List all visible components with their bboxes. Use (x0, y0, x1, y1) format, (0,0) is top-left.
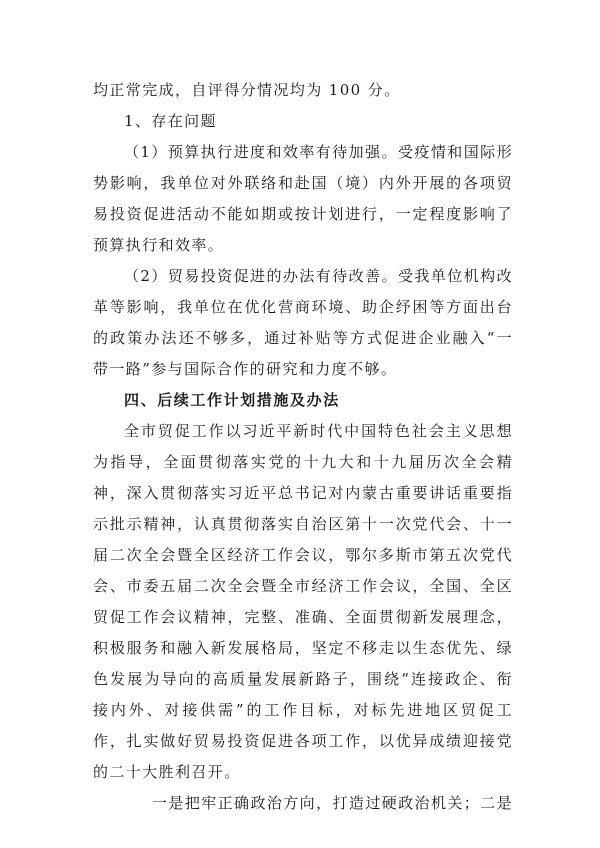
paragraph-line: 预算执行和效率。 (93, 236, 225, 254)
paragraph-line: 接内外、对接供需”的工作目标，对标先进地区贸促工 (93, 701, 513, 719)
paragraph-line: 积极服务和融入新发展格局，坚定不移走以生态优先、绿 (93, 639, 513, 657)
paragraph-line: 易投资促进活动不能如期或按计划进行，一定程度影响了 (93, 205, 513, 223)
paragraph-line: 全市贸促工作以习近平新时代中国特色社会主义思想 (124, 422, 513, 440)
paragraph-line: （1）预算执行进度和效率有待加强。受疫情和国际形 (124, 143, 513, 161)
paragraph-line: 革等影响，我单位在优化营商环境、助企纾困等方面出台 (93, 298, 513, 316)
paragraph-line: 势影响，我单位对外联络和赴国（境）内外开展的各项贸 (93, 174, 513, 192)
paragraph-line: 的二十大胜利召开。 (93, 763, 241, 781)
paragraph-line: 届二次全会暨全区经济工作会议，鄂尔多斯市第五次党代 (93, 546, 513, 564)
paragraph-line: 贸促工作会议精神，完整、准确、全面贯彻新发展理念， (93, 608, 513, 626)
section-heading-plans: 四、后续工作计划措施及办法 (124, 391, 340, 409)
paragraph-line: 带一路”参与国际合作的研究和力度不够。 (93, 360, 398, 378)
paragraph-line: 作，扎实做好贸易投资促进各项工作，以优异成绩迎接党 (93, 732, 513, 750)
paragraph-line: 均正常完成，自评得分情况均为 100 分。 (93, 81, 401, 99)
paragraph-line: 会、市委五届二次全会暨全市经济工作会议，全国、全区 (93, 577, 513, 595)
paragraph-line: 神，深入贯彻落实习近平总书记对内蒙古重要讲话重要指 (93, 484, 513, 502)
paragraph-line: 的政策办法还不够多，通过补贴等方式促进企业融入“一 (93, 329, 513, 347)
paragraph-line: （2）贸易投资促进的办法有待改善。受我单位机构改 (124, 267, 513, 285)
paragraph-line: 色发展为导向的高质量发展新路子，围绕“连接政企、衔 (93, 670, 513, 688)
paragraph-line: 一是把牢正确政治方向，打造过硬政治机关；二是 (152, 794, 513, 812)
paragraph-line: 为指导，全面贯彻落实党的十九大和十九届历次全会精 (93, 453, 513, 471)
section-heading-problems: 1、存在问题 (124, 112, 217, 130)
paragraph-line: 示批示精神，认真贯彻落实自治区第十一次党代会、十一 (93, 515, 513, 533)
